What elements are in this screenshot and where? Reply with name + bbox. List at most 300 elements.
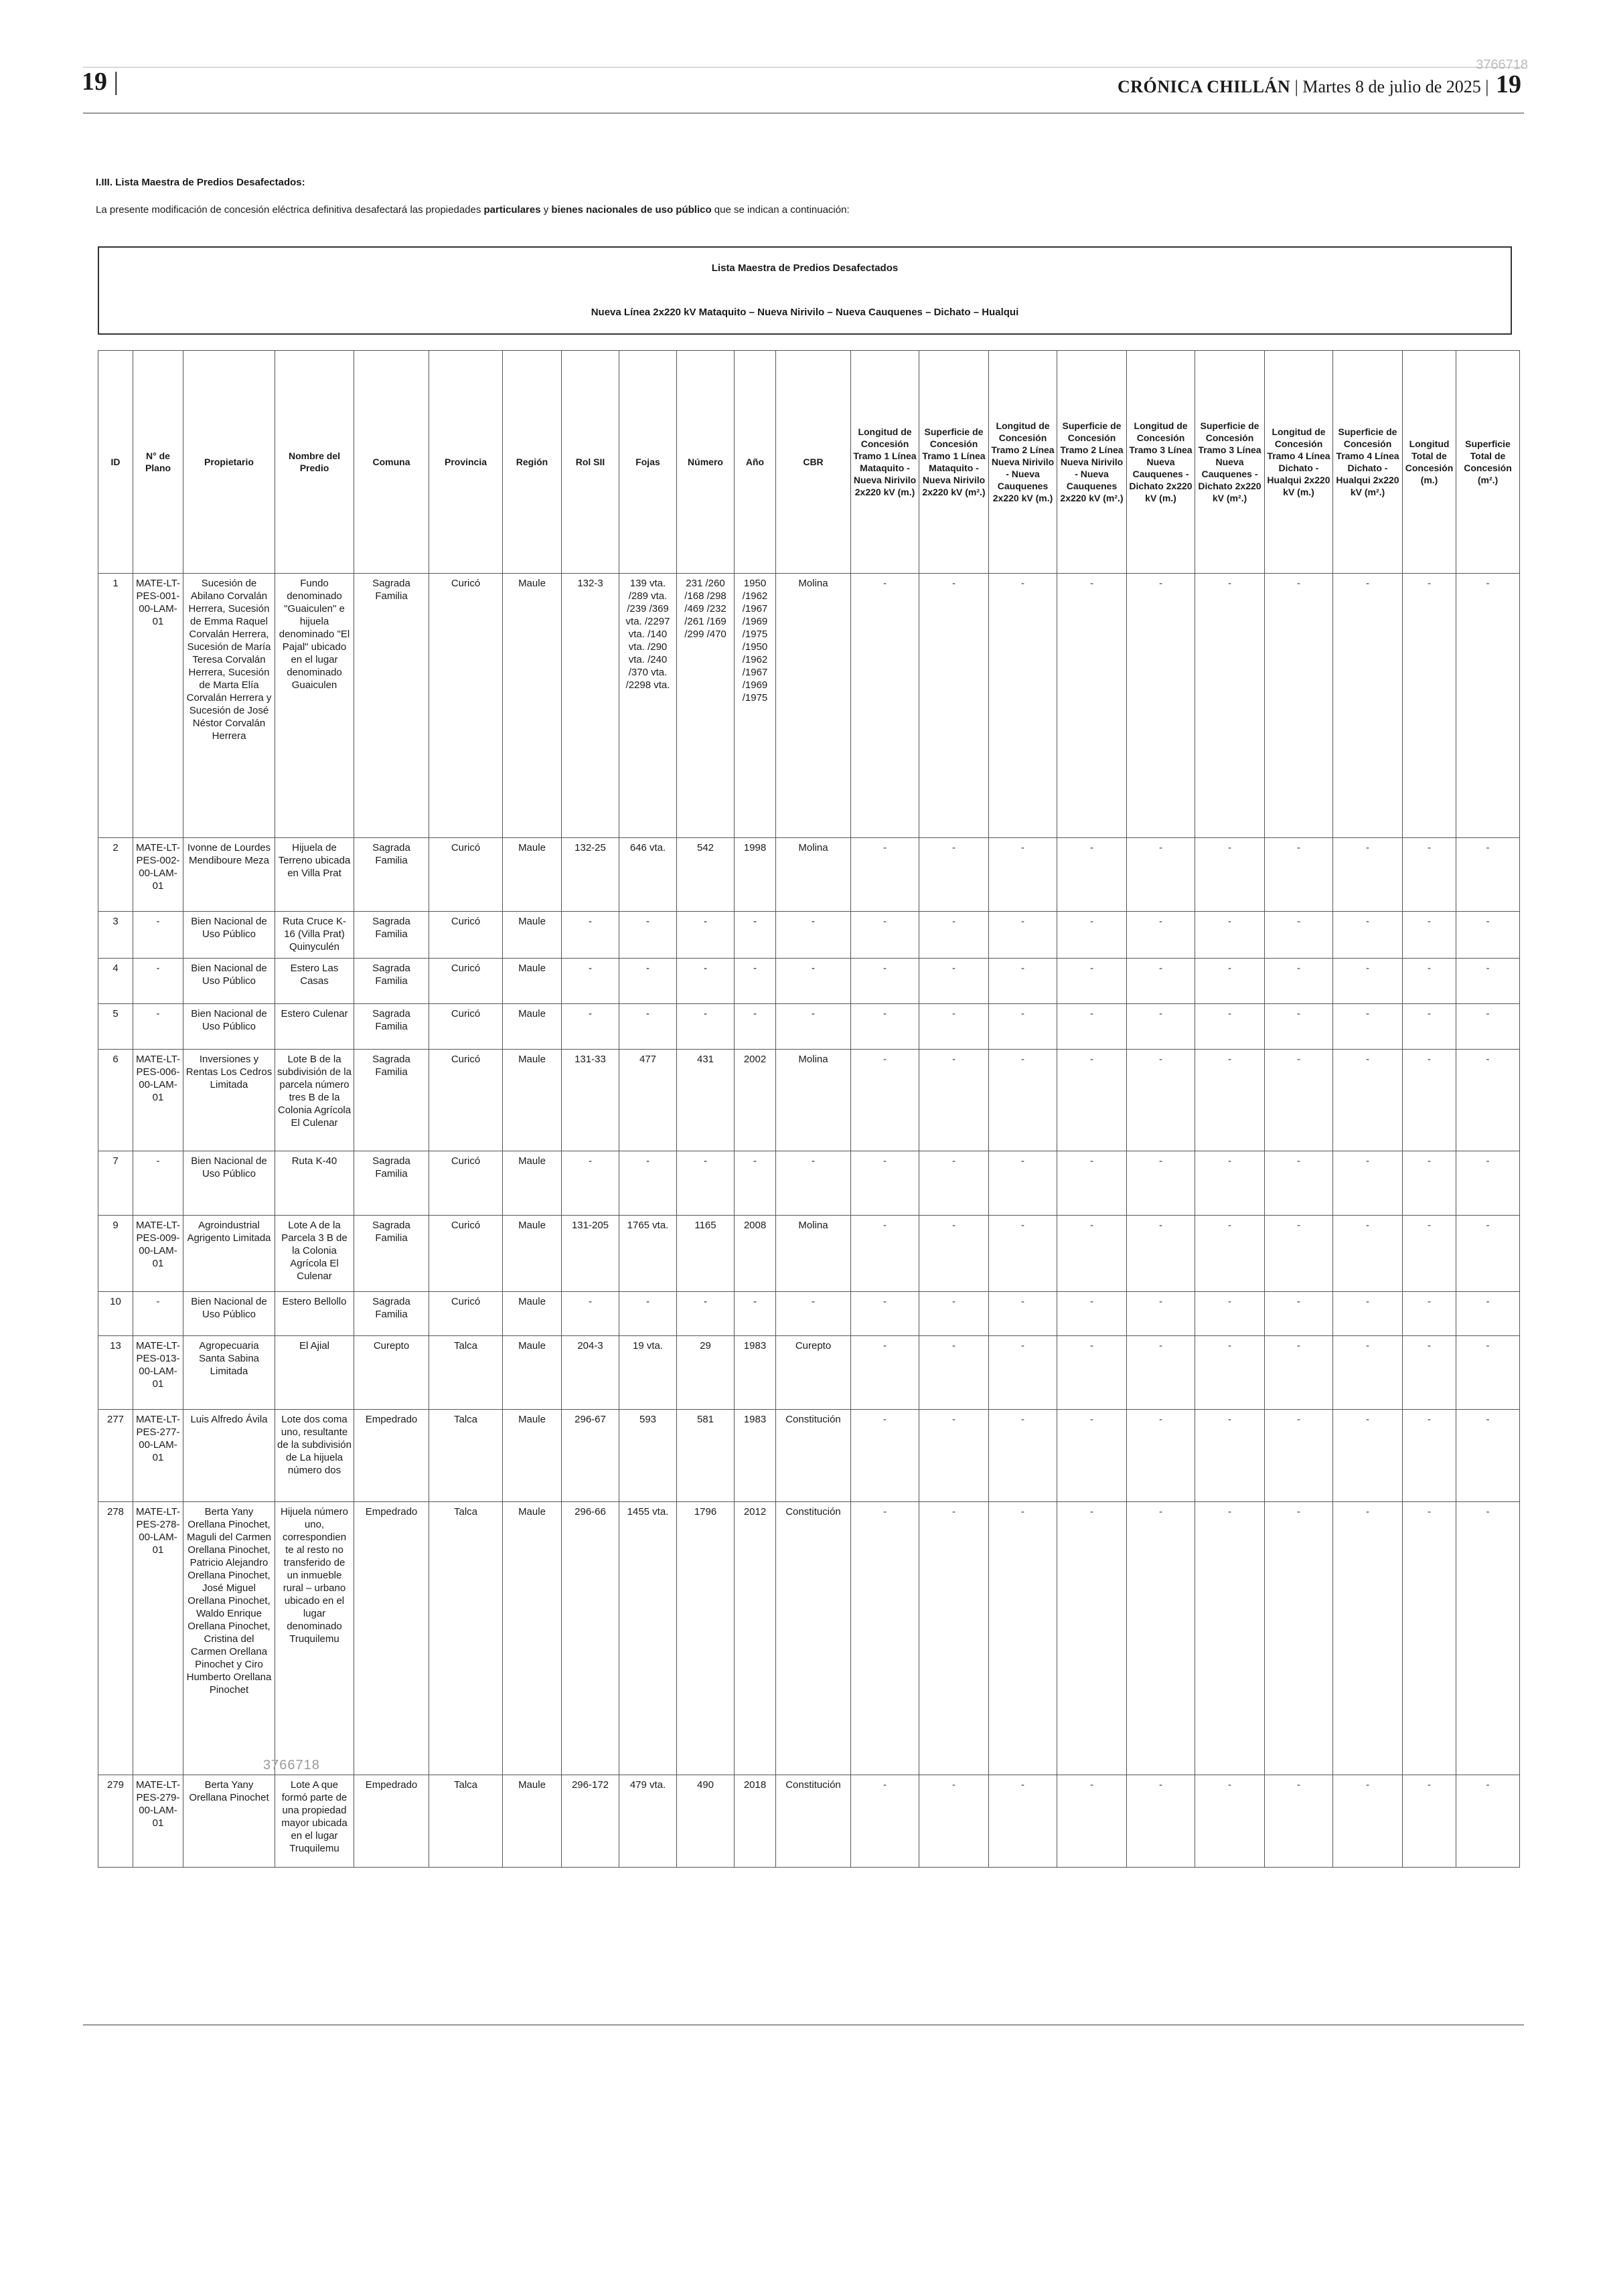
cell-concesion: -: [1127, 912, 1195, 959]
cell-numero: 581: [677, 1410, 735, 1502]
cell-concesion: -: [1195, 1151, 1265, 1216]
cell-concesion: -: [1195, 1775, 1265, 1868]
table-row: [98, 1336, 1520, 1410]
cell-anio: 1998: [735, 838, 776, 912]
cell-concesion: -: [919, 1151, 989, 1216]
cell-propietario: Ivonne de Lourdes Mendiboure Meza: [183, 838, 275, 912]
table-header-row: [98, 351, 1520, 574]
cell-cbr: Molina: [776, 1216, 851, 1292]
cell-plano: -: [133, 912, 183, 959]
cell-propietario: Inversiones y Rentas Los Cedros Limitada: [183, 1050, 275, 1151]
cell-fojas: -: [619, 912, 677, 959]
cell-concesion: -: [919, 912, 989, 959]
cell-concesion: -: [1265, 1151, 1333, 1216]
cell-concesion: -: [1333, 912, 1403, 959]
intro-text-2: y: [540, 204, 552, 216]
cell-concesion: -: [1265, 1292, 1333, 1336]
cell-region: Maule: [503, 1336, 562, 1410]
cell-numero: -: [677, 912, 735, 959]
cell-rol: -: [562, 1004, 619, 1050]
cell-concesion: -: [1195, 1050, 1265, 1151]
cell-cbr: Molina: [776, 1050, 851, 1151]
table-row: [98, 959, 1520, 1004]
cell-plano: MATE-LT-PES-277-00-LAM-01: [133, 1410, 183, 1502]
cell-anio: 1950 /1962 /1967 /1969 /1975 /1950 /1962 /1967 /1969 /1975: [735, 574, 776, 838]
cell-cbr: Constitución: [776, 1410, 851, 1502]
page-number-right: 19: [1496, 70, 1521, 98]
cell-id: 6: [98, 1050, 133, 1151]
publication-date: Martes 8 de julio de 2025: [1302, 77, 1481, 96]
cell-rol: 131-33: [562, 1050, 619, 1151]
cell-concesion: -: [989, 1004, 1057, 1050]
table-row: [98, 1151, 1520, 1216]
cell-concesion: -: [1265, 1216, 1333, 1292]
cell-comuna: Sagrada Familia: [354, 959, 429, 1004]
table-row: [98, 1292, 1520, 1336]
column-header: Longitud de Concesión Tramo 4 Línea Dichato - Hualqui 2x220 kV (m.): [1265, 351, 1333, 574]
cell-concesion: -: [1403, 1050, 1456, 1151]
cell-numero: 29: [677, 1336, 735, 1410]
cell-concesion: -: [1456, 574, 1520, 838]
cell-concesion: -: [1403, 1151, 1456, 1216]
cell-concesion: -: [989, 574, 1057, 838]
cell-concesion: -: [1403, 574, 1456, 838]
cell-provincia: Curicó: [429, 1050, 503, 1151]
cell-concesion: -: [1195, 1410, 1265, 1502]
cell-region: Maule: [503, 959, 562, 1004]
cell-concesion: -: [851, 1151, 919, 1216]
cell-fojas: 19 vta.: [619, 1336, 677, 1410]
cell-concesion: -: [1127, 1336, 1195, 1410]
cell-plano: MATE-LT-PES-002-00-LAM-01: [133, 838, 183, 912]
cell-plano: MATE-LT-PES-278-00-LAM-01: [133, 1502, 183, 1775]
cell-region: Maule: [503, 1216, 562, 1292]
cell-predio: Hijuela número uno, correspondien te al resto no transferido de un inmueble rural – urbano ubicado en el lugar denominado Truquilemu: [275, 1502, 354, 1775]
cell-cbr: Constitución: [776, 1775, 851, 1868]
cell-provincia: Curicó: [429, 1216, 503, 1292]
table-row: [98, 1410, 1520, 1502]
intro-bold-2: bienes nacionales de uso público: [551, 204, 712, 216]
page-header-right: CRÓNICA CHILLÁN | Martes 8 de julio de 2025 | 19: [1117, 70, 1521, 98]
cell-concesion: -: [1195, 574, 1265, 838]
cell-predio: Estero Culenar: [275, 1004, 354, 1050]
cell-plano: MATE-LT-PES-006-00-LAM-01: [133, 1050, 183, 1151]
column-header: Longitud Total de Concesión (m.): [1403, 351, 1456, 574]
column-header: Superficie de Concesión Tramo 2 Línea Nueva Nirivilo - Nueva Cauquenes 2x220 kV (m².): [1057, 351, 1127, 574]
cell-fojas: 646 vta.: [619, 838, 677, 912]
table-title: Lista Maestra de Predios Desafectados: [711, 262, 899, 274]
cell-comuna: Sagrada Familia: [354, 1216, 429, 1292]
cell-fojas: 1455 vta.: [619, 1502, 677, 1775]
table-row: [98, 912, 1520, 959]
stamp-code: 3766718: [263, 1758, 320, 1773]
cell-concesion: -: [1195, 1216, 1265, 1292]
cell-id: 1: [98, 574, 133, 838]
cell-anio: -: [735, 1004, 776, 1050]
column-header: Año: [735, 351, 776, 574]
cell-numero: 1796: [677, 1502, 735, 1775]
cell-propietario: Berta Yany Orellana Pinochet, Maguli del Carmen Orellana Pinochet, Patricio Alejandro Orellana Pinochet, José Miguel Orellana Pinochet, Waldo Enrique Orellana Pinochet, Cristina del Carmen Orellana Pinochet y Ciro Humberto Orellana Pinochet: [183, 1502, 275, 1775]
cell-region: Maule: [503, 838, 562, 912]
cell-cbr: -: [776, 1292, 851, 1336]
cell-concesion: -: [1265, 1410, 1333, 1502]
cell-id: 2: [98, 838, 133, 912]
cell-concesion: -: [1333, 1775, 1403, 1868]
cell-region: Maule: [503, 574, 562, 838]
cell-region: Maule: [503, 1410, 562, 1502]
cell-concesion: -: [1265, 574, 1333, 838]
cell-concesion: -: [1403, 1004, 1456, 1050]
cell-rol: 296-172: [562, 1775, 619, 1868]
cell-plano: -: [133, 1292, 183, 1336]
cell-comuna: Sagrada Familia: [354, 1151, 429, 1216]
cell-provincia: Curicó: [429, 959, 503, 1004]
cell-plano: -: [133, 1004, 183, 1050]
cell-comuna: Sagrada Familia: [354, 1004, 429, 1050]
cell-fojas: 477: [619, 1050, 677, 1151]
cell-concesion: -: [1127, 1050, 1195, 1151]
cell-concesion: -: [1403, 912, 1456, 959]
intro-bold-1: particulares: [483, 204, 541, 216]
cell-concesion: -: [919, 1775, 989, 1868]
cell-concesion: -: [919, 838, 989, 912]
cell-concesion: -: [1333, 1502, 1403, 1775]
column-header: Superficie Total de Concesión (m².): [1456, 351, 1520, 574]
cell-concesion: -: [1057, 1502, 1127, 1775]
cell-provincia: Curicó: [429, 1004, 503, 1050]
cell-predio: Lote A de la Parcela 3 B de la Colonia Agrícola El Culenar: [275, 1216, 354, 1292]
cell-predio: Lote dos coma uno, resultante de la subdivisión de La hijuela número dos: [275, 1410, 354, 1502]
cell-region: Maule: [503, 1151, 562, 1216]
cell-concesion: -: [1057, 1050, 1127, 1151]
table-row: [98, 1004, 1520, 1050]
cell-concesion: -: [1403, 1410, 1456, 1502]
column-header: Número: [677, 351, 735, 574]
cell-plano: MATE-LT-PES-013-00-LAM-01: [133, 1336, 183, 1410]
cell-propietario: Bien Nacional de Uso Público: [183, 912, 275, 959]
cell-concesion: -: [989, 1292, 1057, 1336]
page-number-left: 19 |: [82, 68, 119, 96]
cell-concesion: -: [1265, 959, 1333, 1004]
cell-predio: El Ajial: [275, 1336, 354, 1410]
column-header: Provincia: [429, 351, 503, 574]
cell-concesion: -: [1127, 574, 1195, 838]
cell-concesion: -: [851, 574, 919, 838]
cell-concesion: -: [1195, 1004, 1265, 1050]
cell-region: Maule: [503, 1004, 562, 1050]
cell-region: Maule: [503, 1775, 562, 1868]
cell-region: Maule: [503, 1050, 562, 1151]
cell-concesion: -: [1456, 912, 1520, 959]
cell-comuna: Sagrada Familia: [354, 1292, 429, 1336]
column-header: Fojas: [619, 351, 677, 574]
column-header: Comuna: [354, 351, 429, 574]
cell-predio: Hijuela de Terreno ubicada en Villa Prat: [275, 838, 354, 912]
intro-text-1: La presente modificación de concesión eléctrica definitiva desafectará las propiedades: [96, 204, 484, 216]
cell-concesion: -: [1333, 1151, 1403, 1216]
cell-concesion: -: [851, 1502, 919, 1775]
cell-concesion: -: [919, 1336, 989, 1410]
cell-concesion: -: [1057, 574, 1127, 838]
cell-plano: -: [133, 1151, 183, 1216]
cell-concesion: -: [851, 1292, 919, 1336]
cell-concesion: -: [989, 1216, 1057, 1292]
cell-concesion: -: [1195, 912, 1265, 959]
cell-concesion: -: [989, 838, 1057, 912]
cell-numero: 490: [677, 1775, 735, 1868]
cell-concesion: -: [919, 959, 989, 1004]
column-header: Longitud de Concesión Tramo 3 Línea Nueva Cauquenes - Dichato 2x220 kV (m.): [1127, 351, 1195, 574]
cell-predio: Fundo denominado "Guaiculen" e hijuela denominado "El Pajal" ubicado en el lugar denominado Guaiculen: [275, 574, 354, 838]
cell-predio: Estero Las Casas: [275, 959, 354, 1004]
cell-anio: -: [735, 1151, 776, 1216]
cell-comuna: Curepto: [354, 1336, 429, 1410]
cell-concesion: -: [1265, 1336, 1333, 1410]
cell-concesion: -: [989, 959, 1057, 1004]
cell-concesion: -: [919, 574, 989, 838]
table-row: [98, 1775, 1520, 1868]
cell-concesion: -: [1456, 1050, 1520, 1151]
cell-concesion: -: [1403, 1216, 1456, 1292]
table-title-box: [98, 246, 1512, 335]
table-subtitle: Nueva Línea 2x220 kV Mataquito – Nueva Nirivilo – Nueva Cauquenes – Dichato – Hualqui: [591, 307, 1019, 318]
cell-comuna: Sagrada Familia: [354, 912, 429, 959]
cell-provincia: Curicó: [429, 574, 503, 838]
column-header: Región: [503, 351, 562, 574]
cell-concesion: -: [919, 1004, 989, 1050]
header-rule: [83, 112, 1524, 114]
footer-rule: [83, 2024, 1524, 2026]
cell-anio: 2018: [735, 1775, 776, 1868]
cell-concesion: -: [1333, 1216, 1403, 1292]
cell-fojas: -: [619, 1151, 677, 1216]
cell-id: 9: [98, 1216, 133, 1292]
cell-id: 7: [98, 1151, 133, 1216]
cell-concesion: -: [1127, 1151, 1195, 1216]
cell-rol: -: [562, 959, 619, 1004]
cell-concesion: -: [1333, 1050, 1403, 1151]
cell-concesion: -: [989, 1410, 1057, 1502]
cell-concesion: -: [1265, 838, 1333, 912]
cell-concesion: -: [1057, 838, 1127, 912]
column-header: Rol SII: [562, 351, 619, 574]
cell-comuna: Sagrada Familia: [354, 1050, 429, 1151]
cell-rol: 132-3: [562, 574, 619, 838]
cell-concesion: -: [1456, 1336, 1520, 1410]
cell-concesion: -: [1057, 912, 1127, 959]
cell-concesion: -: [1333, 959, 1403, 1004]
cell-rol: -: [562, 1292, 619, 1336]
publication-name: CRÓNICA CHILLÁN: [1117, 77, 1291, 96]
cell-concesion: -: [1456, 1292, 1520, 1336]
cell-provincia: Curicó: [429, 912, 503, 959]
cell-plano: -: [133, 959, 183, 1004]
cell-concesion: -: [989, 912, 1057, 959]
cell-concesion: -: [989, 1336, 1057, 1410]
cell-concesion: -: [1127, 1410, 1195, 1502]
header-top-rule: [83, 67, 1524, 68]
cell-predio: Estero Bellollo: [275, 1292, 354, 1336]
cell-numero: 1165: [677, 1216, 735, 1292]
intro-text-3: que se indican a continuación:: [711, 204, 850, 216]
cell-concesion: -: [1403, 1336, 1456, 1410]
cell-concesion: -: [1127, 1216, 1195, 1292]
cell-anio: 1983: [735, 1336, 776, 1410]
cell-comuna: Sagrada Familia: [354, 574, 429, 838]
column-header: Nombre del Predio: [275, 351, 354, 574]
cell-numero: -: [677, 1292, 735, 1336]
cell-comuna: Empedrado: [354, 1502, 429, 1775]
cell-concesion: -: [989, 1775, 1057, 1868]
cell-cbr: -: [776, 912, 851, 959]
cell-concesion: -: [1456, 1151, 1520, 1216]
cell-concesion: -: [851, 1216, 919, 1292]
column-header: Superficie de Concesión Tramo 3 Línea Nueva Cauquenes - Dichato 2x220 kV (m².): [1195, 351, 1265, 574]
cell-concesion: -: [1456, 1216, 1520, 1292]
table-row: [98, 1050, 1520, 1151]
table-row: [98, 1502, 1520, 1775]
cell-concesion: -: [1057, 1775, 1127, 1868]
cell-cbr: Molina: [776, 838, 851, 912]
cell-plano: MATE-LT-PES-009-00-LAM-01: [133, 1216, 183, 1292]
cell-concesion: -: [1333, 1336, 1403, 1410]
cell-comuna: Empedrado: [354, 1775, 429, 1868]
cell-propietario: Sucesión de Abilano Corvalán Herrera, Sucesión de Emma Raquel Corvalán Herrera, Sucesión de María Teresa Corvalán Herrera, Sucesión de Marta Elía Corvalán Herrera y Sucesión de José Néstor Corvalán Herrera: [183, 574, 275, 838]
cell-concesion: -: [1456, 1410, 1520, 1502]
cell-fojas: 139 vta. /289 vta. /239 /369 vta. /2297 vta. /140 vta. /290 vta. /240 /370 vta. /2298 vta.: [619, 574, 677, 838]
cell-anio: -: [735, 912, 776, 959]
cell-concesion: -: [1456, 1004, 1520, 1050]
cell-concesion: -: [1127, 1004, 1195, 1050]
cell-rol: 296-66: [562, 1502, 619, 1775]
cell-concesion: -: [1403, 1775, 1456, 1868]
cell-concesion: -: [1057, 1292, 1127, 1336]
cell-concesion: -: [1127, 1292, 1195, 1336]
cell-id: 10: [98, 1292, 133, 1336]
cell-concesion: -: [919, 1502, 989, 1775]
cell-concesion: -: [1057, 959, 1127, 1004]
cell-numero: -: [677, 959, 735, 1004]
table-row: [98, 574, 1520, 838]
cell-concesion: -: [1057, 1151, 1127, 1216]
cell-predio: Ruta Cruce K-16 (Villa Prat) Quinyculén: [275, 912, 354, 959]
cell-fojas: 479 vta.: [619, 1775, 677, 1868]
cell-concesion: -: [1265, 1050, 1333, 1151]
cell-cbr: Curepto: [776, 1336, 851, 1410]
cell-concesion: -: [1127, 1502, 1195, 1775]
cell-concesion: -: [1456, 959, 1520, 1004]
cell-anio: 2002: [735, 1050, 776, 1151]
column-header: Superficie de Concesión Tramo 1 Línea Mataquito - Nueva Nirivilo 2x220 kV (m².): [919, 351, 989, 574]
cell-provincia: Talca: [429, 1502, 503, 1775]
table-row: [98, 1216, 1520, 1292]
cell-propietario: Bien Nacional de Uso Público: [183, 959, 275, 1004]
cell-provincia: Curicó: [429, 1151, 503, 1216]
cell-comuna: Empedrado: [354, 1410, 429, 1502]
section-title: I.III. Lista Maestra de Predios Desafectados:: [96, 177, 305, 188]
cell-rol: 132-25: [562, 838, 619, 912]
table-row: [98, 838, 1520, 912]
cell-fojas: 593: [619, 1410, 677, 1502]
cell-concesion: -: [1057, 1216, 1127, 1292]
cell-concesion: -: [1403, 838, 1456, 912]
column-header: Longitud de Concesión Tramo 2 Línea Nueva Nirivilo - Nueva Cauquenes 2x220 kV (m.): [989, 351, 1057, 574]
cell-concesion: -: [1195, 838, 1265, 912]
cell-anio: 2008: [735, 1216, 776, 1292]
cell-provincia: Talca: [429, 1410, 503, 1502]
cell-cbr: -: [776, 959, 851, 1004]
column-header: N° de Plano: [133, 351, 183, 574]
cell-id: 13: [98, 1336, 133, 1410]
cell-concesion: -: [1456, 838, 1520, 912]
cell-propietario: Agropecuaria Santa Sabina Limitada: [183, 1336, 275, 1410]
cell-concesion: -: [851, 838, 919, 912]
cell-concesion: -: [1057, 1410, 1127, 1502]
cell-concesion: -: [1127, 838, 1195, 912]
cell-concesion: -: [1333, 1410, 1403, 1502]
cell-anio: 1983: [735, 1410, 776, 1502]
cell-propietario: Bien Nacional de Uso Público: [183, 1004, 275, 1050]
cell-concesion: -: [851, 1050, 919, 1151]
cell-rol: -: [562, 912, 619, 959]
cell-concesion: -: [1195, 1502, 1265, 1775]
cell-numero: -: [677, 1004, 735, 1050]
cell-plano: MATE-LT-PES-279-00-LAM-01: [133, 1775, 183, 1868]
cell-concesion: -: [851, 959, 919, 1004]
cell-concesion: -: [1195, 1336, 1265, 1410]
cell-concesion: -: [851, 1410, 919, 1502]
cell-concesion: -: [851, 1004, 919, 1050]
cell-plano: MATE-LT-PES-001-00-LAM-01: [133, 574, 183, 838]
cell-concesion: -: [1127, 959, 1195, 1004]
cell-concesion: -: [1265, 1775, 1333, 1868]
cell-fojas: -: [619, 1292, 677, 1336]
cell-concesion: -: [1403, 959, 1456, 1004]
cell-rol: 131-205: [562, 1216, 619, 1292]
cell-anio: -: [735, 1292, 776, 1336]
cell-id: 279: [98, 1775, 133, 1868]
cell-concesion: -: [989, 1502, 1057, 1775]
column-header: Propietario: [183, 351, 275, 574]
cell-numero: 431: [677, 1050, 735, 1151]
cell-concesion: -: [989, 1151, 1057, 1216]
cell-concesion: -: [1403, 1502, 1456, 1775]
cell-propietario: Agroindustrial Agrigento Limitada: [183, 1216, 275, 1292]
cell-anio: -: [735, 959, 776, 1004]
cell-concesion: -: [1333, 838, 1403, 912]
cell-concesion: -: [1265, 1502, 1333, 1775]
cell-cbr: Constitución: [776, 1502, 851, 1775]
cell-concesion: -: [1057, 1004, 1127, 1050]
cell-propietario: Bien Nacional de Uso Público: [183, 1292, 275, 1336]
cell-concesion: -: [1456, 1775, 1520, 1868]
cell-concesion: -: [1057, 1336, 1127, 1410]
cell-region: Maule: [503, 912, 562, 959]
cell-id: 3: [98, 912, 133, 959]
cell-concesion: -: [1195, 1292, 1265, 1336]
cell-provincia: Curicó: [429, 838, 503, 912]
cell-cbr: Molina: [776, 574, 851, 838]
cell-concesion: -: [1333, 1004, 1403, 1050]
cell-predio: Lote B de la subdivisión de la parcela número tres B de la Colonia Agrícola El Culenar: [275, 1050, 354, 1151]
cell-id: 277: [98, 1410, 133, 1502]
column-header: ID: [98, 351, 133, 574]
cell-propietario: Berta Yany Orellana Pinochet: [183, 1775, 275, 1868]
cell-cbr: -: [776, 1004, 851, 1050]
cell-concesion: -: [851, 912, 919, 959]
cell-concesion: -: [919, 1410, 989, 1502]
cell-region: Maule: [503, 1502, 562, 1775]
